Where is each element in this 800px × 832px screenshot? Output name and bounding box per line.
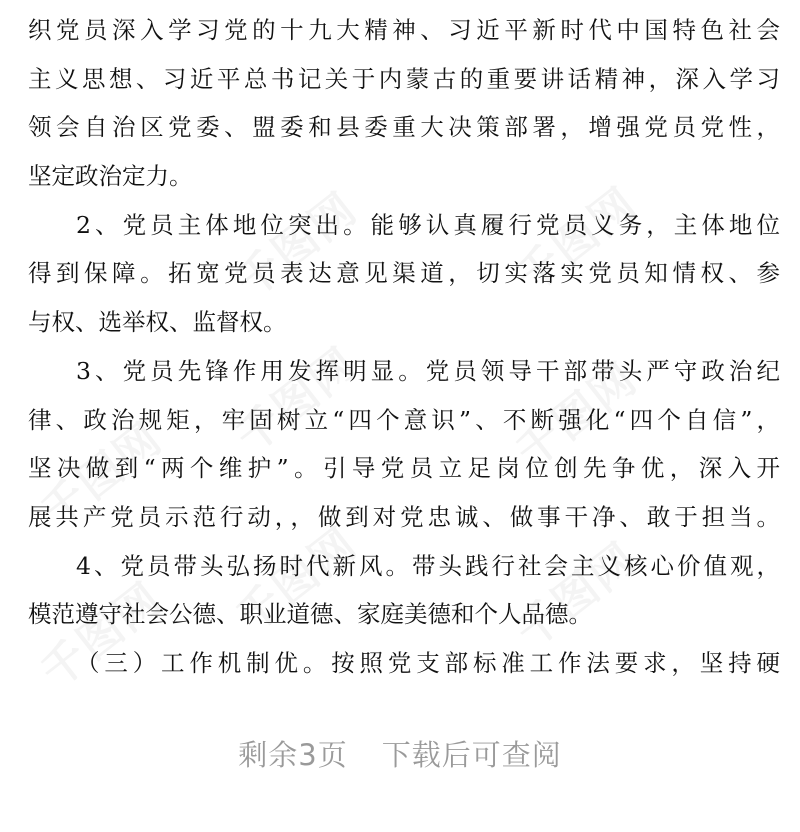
watermark-logo: 千图网 bbox=[506, 177, 647, 304]
document-body bbox=[28, 6, 780, 688]
text-line: 得到保障。拓宽党员表达意见渠道，切实落实党员知情权、参 bbox=[28, 259, 780, 288]
text-line: 展共产党员示范行动，，做到对党忠诚、做事干净、敢于担当。 bbox=[28, 502, 780, 531]
watermark-logo: 千图网 bbox=[506, 352, 647, 479]
text-line: 领会自治区党委、盟委和县委重大决策部署，增强党员党性， bbox=[28, 113, 780, 142]
watermark-logo: 千图网 bbox=[226, 182, 367, 309]
text-line: 律、政治规矩，牢固树立“四个意识”、不断强化“四个自信”， bbox=[28, 405, 780, 434]
remaining-pages-notice[interactable] bbox=[0, 733, 800, 774]
download-prompt-text: 下载后可查阅 bbox=[381, 738, 562, 772]
text-line: 坚定政治定力。 bbox=[28, 162, 193, 191]
section-3-heading-line: （三）工作机制优。按照党支部标准工作法要求，坚持硬 bbox=[76, 648, 780, 677]
watermark-logo: 千图网 bbox=[31, 572, 172, 699]
text-line: 与权、选举权、监督权。 bbox=[28, 308, 287, 337]
watermark-logo: 千图网 bbox=[506, 532, 647, 659]
paragraph-2-start: 2、党员主体地位突出。能够认真履行党员义务，主体地位 bbox=[76, 210, 780, 239]
watermark-logo: 千图网 bbox=[226, 517, 367, 644]
paragraph-4-start: 4、党员带头弘扬时代新风。带头践行社会主义核心价值观， bbox=[76, 551, 780, 580]
text-line: 主义思想、习近平总书记关于内蒙古的重要讲话精神，深入学习 bbox=[28, 64, 780, 93]
watermark-logo: 千图网 bbox=[226, 337, 367, 464]
text-line: 模范遵守社会公德、职业道德、家庭美德和个人品德。 bbox=[28, 600, 592, 629]
text-line: 织党员深入学习党的十九大精神、习近平新时代中国特色社会 bbox=[28, 16, 780, 44]
watermark-logo: 千图网 bbox=[31, 412, 172, 539]
paragraph-3-start: 3、党员先锋作用发挥明显。党员领导干部带头严守政治纪 bbox=[76, 356, 780, 385]
text-line: 坚决做到“两个维护”。引导党员立足岗位创先争优，深入开 bbox=[28, 454, 780, 483]
remaining-pages-text: 剩余3页 bbox=[238, 738, 348, 772]
